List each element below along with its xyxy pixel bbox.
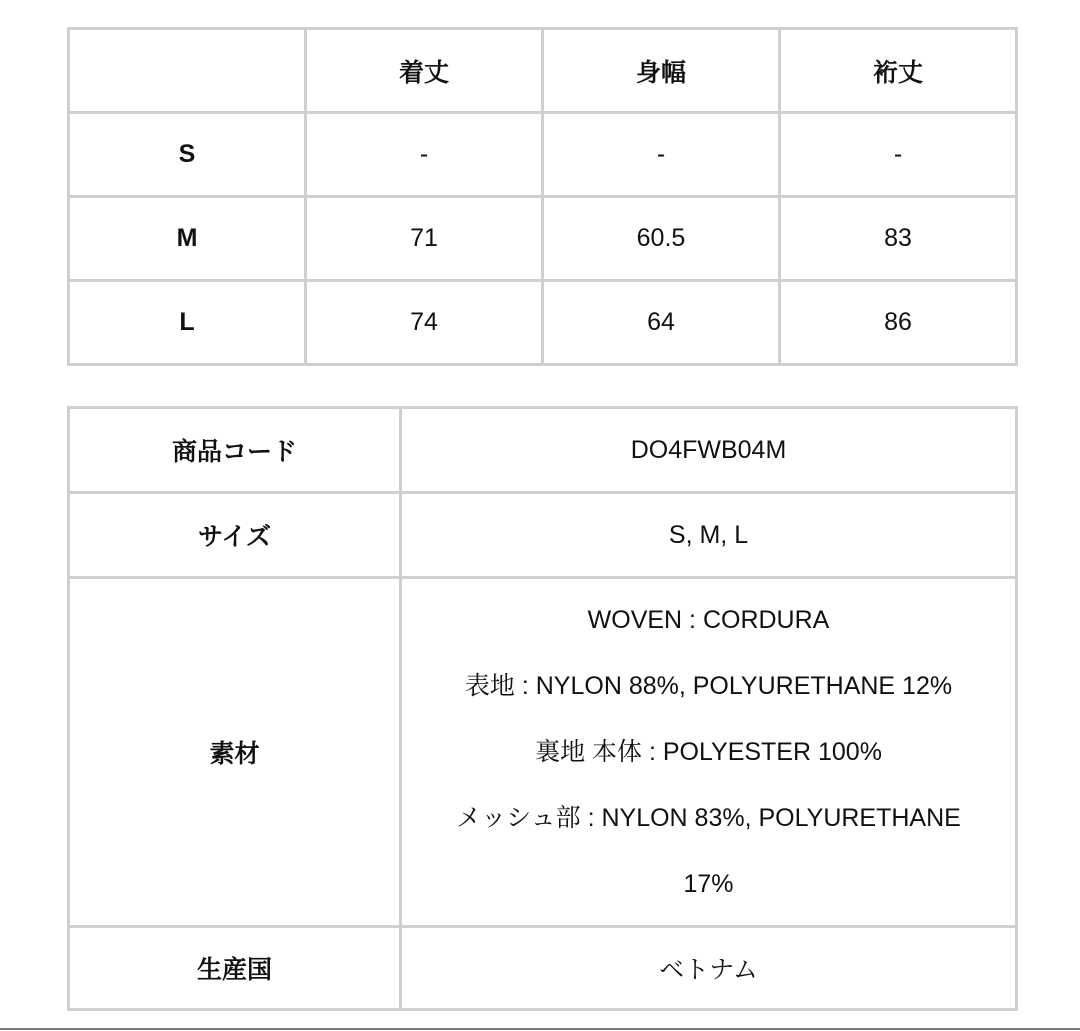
sleeve-value: - — [780, 113, 1017, 197]
length-value: 74 — [306, 281, 543, 365]
spec-value-product-code: DO4FWB04M — [401, 408, 1017, 493]
spec-value-sizes: S, M, L — [401, 493, 1017, 578]
size-row-l — [69, 281, 1017, 365]
product-spec-table — [67, 406, 1018, 1011]
spec-row-country — [69, 927, 1017, 1010]
spec-label-country: 生産国 — [69, 927, 401, 1010]
material-line: 17% — [683, 870, 734, 898]
size-row-s — [69, 113, 1017, 197]
width-value: - — [543, 113, 780, 197]
header-corner-cell — [69, 29, 306, 113]
bottom-divider — [0, 1028, 1080, 1030]
length-value: 71 — [306, 197, 543, 281]
material-line: メッシュ部 : NYLON 83%, POLYURETHANE — [456, 804, 961, 832]
spec-value-material — [401, 578, 1017, 927]
spec-row-product-code — [69, 408, 1017, 493]
material-line: WOVEN : CORDURA — [587, 606, 830, 634]
size-row-m — [69, 197, 1017, 281]
spec-label-sizes: サイズ — [69, 493, 401, 578]
size-label: S — [69, 113, 306, 197]
sleeve-value: 83 — [780, 197, 1017, 281]
material-line: 裏地 本体 : POLYESTER 100% — [535, 738, 882, 766]
header-sleeve: 裄丈 — [780, 29, 1017, 113]
header-width: 身幅 — [543, 29, 780, 113]
width-value: 64 — [543, 281, 780, 365]
length-value: - — [306, 113, 543, 197]
size-label: L — [69, 281, 306, 365]
size-label: M — [69, 197, 306, 281]
spec-row-material — [69, 578, 1017, 927]
spec-label-product-code: 商品コード — [69, 408, 401, 493]
size-chart-header-row — [69, 29, 1017, 113]
material-line: 表地 : NYLON 88%, POLYURETHANE 12% — [464, 672, 953, 700]
header-length: 着丈 — [306, 29, 543, 113]
width-value: 60.5 — [543, 197, 780, 281]
size-chart-table — [67, 27, 1018, 366]
spec-value-country: ベトナム — [401, 927, 1017, 1010]
spec-row-sizes — [69, 493, 1017, 578]
spec-label-material: 素材 — [69, 578, 401, 927]
sleeve-value: 86 — [780, 281, 1017, 365]
